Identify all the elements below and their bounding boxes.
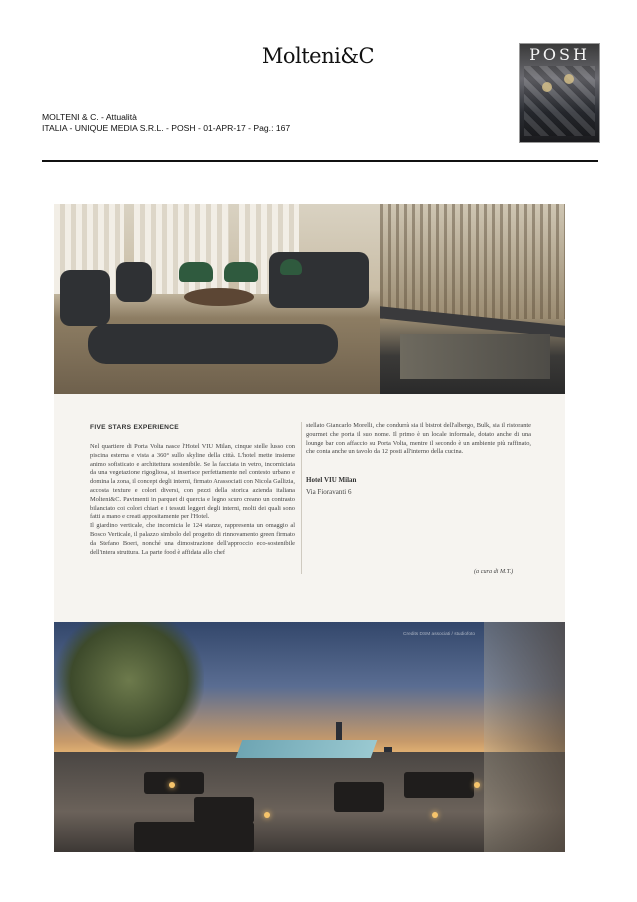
hotel-address: Via Fioravanti 6 (306, 488, 352, 496)
tree-image (54, 622, 204, 752)
photo-credit-watermark: Credits DSM associati / studiofoto (403, 632, 475, 637)
cover-lamp-icon (542, 82, 552, 92)
cover-image (524, 66, 595, 136)
rooftop-pool-photo (54, 622, 565, 852)
article-paragraph: Il giardino verticale, che incornicia le 124 stanze, rappresenta un omaggio al Bosco Verticale, il palazzo simbolo del progetto di rinnovamento green firmato da Stefano Boeri, nonché una dimostrazione dell'approccio eco-sostenibile dell'intera struttura. La parte food è affidata allo chef (90, 522, 295, 556)
pool-image (236, 740, 378, 758)
article-credit: (a cura di M.T.) (474, 568, 514, 575)
hotel-name: Hotel VIU Milan (306, 476, 357, 484)
cover-title: POSH (529, 45, 590, 64)
header-divider (42, 160, 598, 162)
article-column-2: stellato Giancarlo Morelli, che condurrà sia il bistrot dell'albergo, Bulk, sia il ristorante gourmet che porta il suo nome. Il primo è un locale informale, dotato anche di una lounge bar con affaccio su Porta Volta, mentre il secondo è un ambiente più raffinato, che conta anche un tavolo da 12 posti all'interno della cucina. (306, 422, 531, 456)
source-line-publication: ITALIA - UNIQUE MEDIA S.R.L. - POSH - 01-APR-17 - Pag.: 167 (42, 123, 291, 133)
molteni-logo: Molteni&C (261, 44, 375, 68)
cover-lamp-icon (564, 74, 574, 84)
article-heading: FIVE STARS EXPERIENCE (90, 424, 179, 431)
article-column-1 (90, 443, 295, 557)
column-divider (301, 422, 302, 574)
lobby-photo (54, 204, 380, 394)
magazine-cover-thumbnail (519, 43, 600, 143)
article-block (54, 394, 565, 622)
source-line-brand: MOLTENI & C. - Attualità (42, 112, 137, 122)
top-photo (54, 204, 565, 394)
article-paragraph: Nel quartiere di Porta Volta nasce l'Hotel VIU Milan, cinque stelle lusso con piscina esterna e vista a 360° sullo skyline della città. L'hotel mette insieme animo sofisticato e architettura sostenibile. Se la facciata in vetro, incorniciata da una vegetazione rigogliosa, si inserisce perfettamente nel contesto urbano e domina la zona, il concept degli interni, firmato Arassociati con Nicola Gallizia, accosta texture e colori diversi, con pezzi della storica azienda italiana Molteni&C. Pavimenti in parquet di quercia e legno scuro creano un contrasto bilanciato coi colori chiari e i tessuti leggeri degli interni, molti dei quali sono fatti a mano e creati appositamente per l'Hotel. (90, 443, 295, 521)
hotel-facade-photo (380, 204, 565, 394)
